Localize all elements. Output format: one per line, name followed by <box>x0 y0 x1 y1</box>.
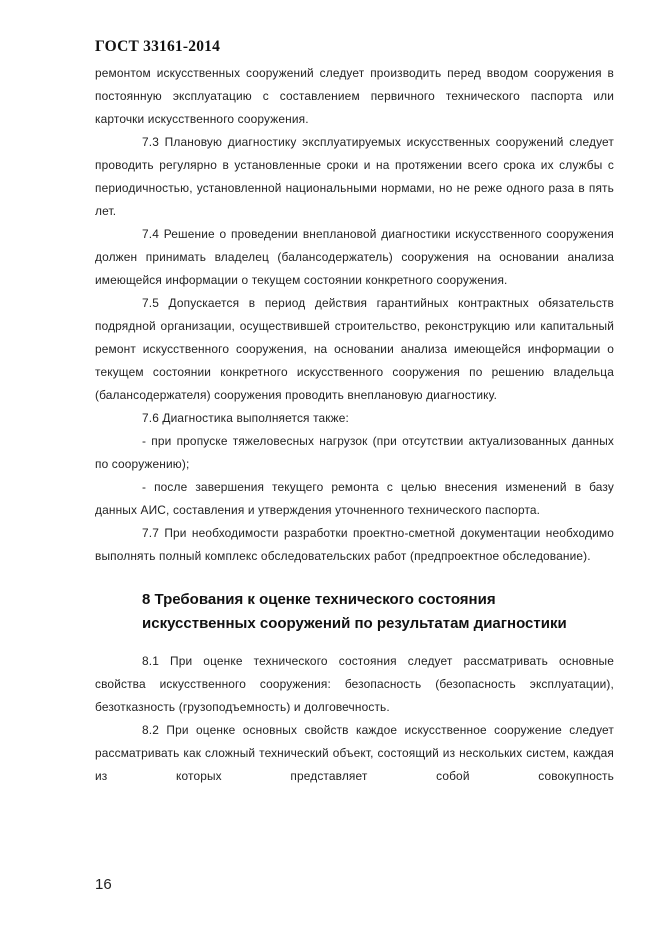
paragraph-7-7: 7.7 При необходимости разработки проектно-сметной документации необходимо выполнять полный комплекс обследовательских работ (предпроектное обследование). <box>95 526 614 563</box>
page-number: 16 <box>95 876 112 893</box>
paragraph-7-6: 7.6 Диагностика выполняется также: <box>142 411 349 425</box>
paragraph-7-5: 7.5 Допускается в период действия гарантийных контрактных обязательств подрядной организации, осуществившей строительство, реконструкцию или капитальный ремонт искусственного сооружения, на основании анализа имеющейся информации о текущем состоянии конкретного искусственного сооружения по решению владельца (балансодержателя) сооружения проводить внеплановую диагностику. <box>95 296 614 402</box>
paragraph-7-3: 7.3 Плановую диагностику эксплуатируемых искусственных сооружений следует проводить регулярно в установленные сроки и на протяжении всего срока их службы с периодичностью, установленной национальными нормами, но не реже одного раза в пять лет. <box>95 135 614 218</box>
list-item-heavy-loads: - при пропуске тяжеловесных нагрузок (при отсутствии актуализованных данных по сооружению); <box>95 434 614 471</box>
paragraph-8-1: 8.1 При оценке технического состояния следует рассматривать основные свойства искусственного сооружения: безопасность (безопасность эксплуатации), безотказность (грузоподъемность) и долговечность. <box>95 654 614 714</box>
paragraph-continuation: ремонтом искусственных сооружений следует производить перед вводом сооружения в постоянную эксплуатацию с составлением первичного технического паспорта или карточки искусственного сооружения. <box>95 66 614 126</box>
paragraph-7-4: 7.4 Решение о проведении внеплановой диагностики искусственного сооружения должен принимать владелец (балансодержатель) сооружения на основании анализа имеющейся информации о текущем состоянии конкретного сооружения. <box>95 227 614 287</box>
section-title-line-1: 8 Требования к оценке технического состояния <box>142 591 496 608</box>
section-8-title <box>95 588 614 636</box>
paragraph-8-2: 8.2 При оценке основных свойств каждое искусственное сооружение следует рассматривать как сложный технический объект, состоящий из нескольких систем, каждая из которых представляет собой совокупность <box>95 723 614 783</box>
section-title-line-2: искусственных сооружений по результатам диагностики <box>142 615 567 632</box>
list-item-after-repair: - после завершения текущего ремонта с целью внесения изменений в базу данных АИС, составления и утверждения уточненного технического паспорта. <box>95 480 614 517</box>
document-header: ГОСТ 33161-2014 <box>95 38 221 55</box>
document-body <box>95 62 614 788</box>
